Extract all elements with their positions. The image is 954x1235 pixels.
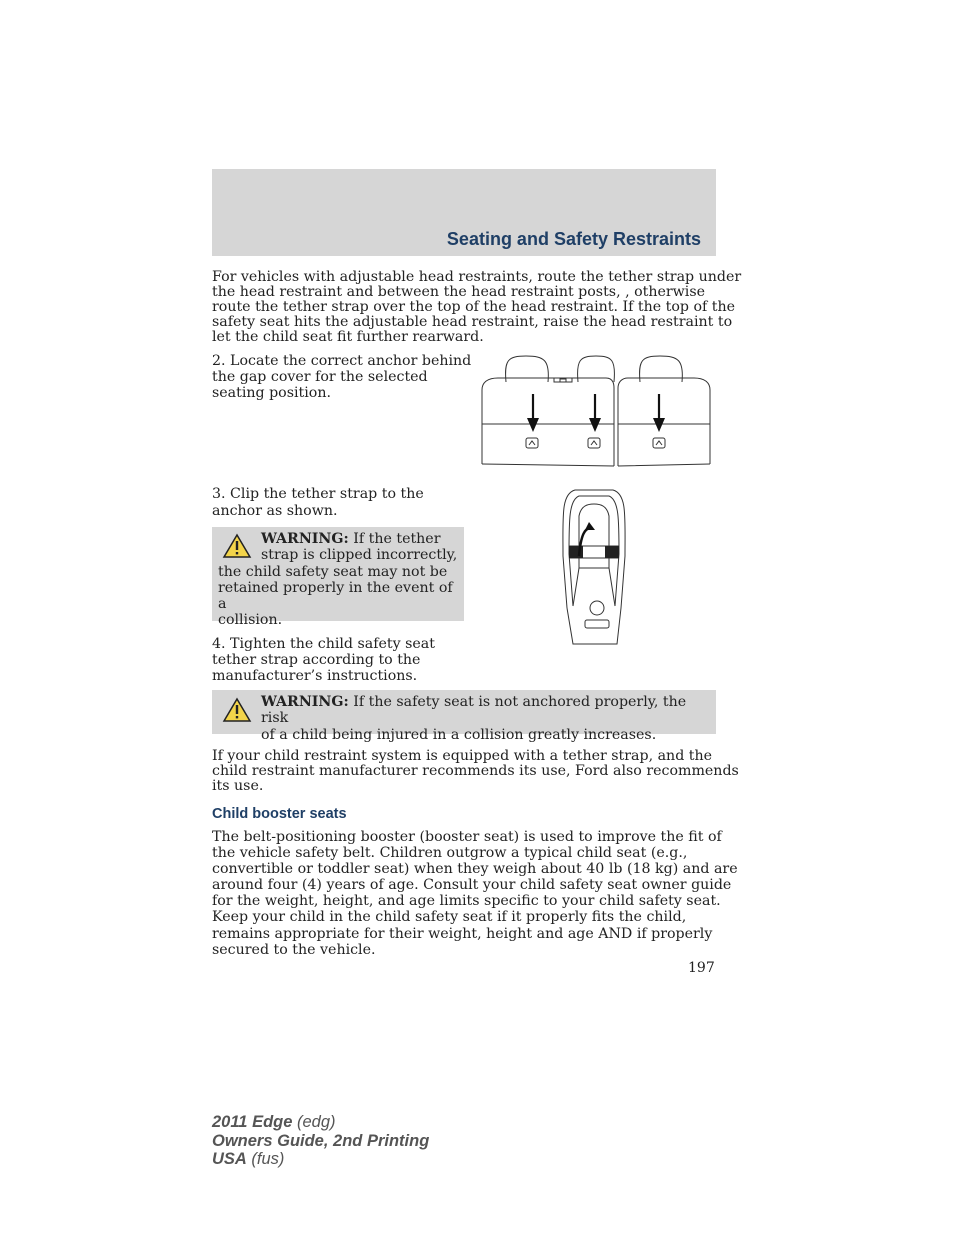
text-line: 3. Clip the tether strap to the [212,486,424,502]
text-line: strap is clipped incorrectly, [261,547,458,564]
footer-guide-edition: Owners Guide, 2nd Printing [212,1131,430,1150]
rear-seat-anchor-illustration [478,352,716,472]
footer-model: 2011 Edge [212,1113,293,1131]
text-line: the vehicle safety belt. Children outgrow a typical child seat (e.g., [212,845,688,862]
document-footer [212,1113,429,1169]
step-3-text [212,486,424,519]
text-line: the gap cover for the selected [212,369,428,385]
tether-clip-illustration [555,486,633,648]
text-line: of a child being injured in a collision greatly increases. [261,726,657,743]
step-2-text [212,353,471,401]
text-line: the child safety seat may not be [218,563,448,580]
text-line: collision. [218,612,283,629]
warning-box-tether-clip [212,527,464,629]
text-line: its use. [212,778,264,794]
text-line: If the safety seat is not anchored properly, the risk [261,694,687,727]
footer-model-code: (edg) [292,1113,336,1131]
text-line: for the weight, height, and age limits specific to your child safety seat. [212,893,721,910]
warning-label: WARNING: [261,694,349,710]
text-line: The belt-positioning booster (booster seat) is used to improve the fit of [212,829,722,845]
intro-paragraph [212,270,741,345]
step-4-text [212,636,435,684]
section-title: Seating and Safety Restraints [446,229,701,249]
text-line: child restraint manufacturer recommends its use, Ford also recommends [212,763,739,779]
text-line: remains appropriate for their weight, height and age AND if properly [212,925,713,942]
warning-label: WARNING: [261,531,349,547]
tether-recommendation-paragraph [212,749,739,794]
warning-1-text [218,531,462,629]
text-line: Keep your child in the child safety seat if it properly fits the child, [212,909,687,926]
text-line: safety seat hits the adjustable head restraint, raise the head restraint to [212,314,733,330]
warning-triangle-icon [222,697,252,723]
page-number: 197 [688,960,715,976]
booster-seats-heading: Child booster seats [212,806,347,822]
text-line: If the tether [348,531,441,547]
text-line: convertible or toddler seat) when they weigh about 40 lb (18 kg) and are [212,861,738,878]
footer-market-code: (fus) [246,1150,285,1168]
text-line: let the child seat fit further rearward. [212,329,484,345]
text-line: 2. Locate the correct anchor behind [212,353,472,369]
text-line: manufacturer’s instructions. [212,668,418,684]
text-line: retained properly in the event of a [218,579,453,613]
text-line: tether strap according to the [212,652,421,668]
text-line: 4. Tighten the child safety seat [212,636,435,652]
text-line: around four (4) years of age. Consult your child safety seat owner guide [212,877,732,894]
text-line: route the tether strap over the top of the head restraint. If the top of the [212,299,735,315]
text-line: the head restraint and between the head restraint posts, , otherwise [212,284,706,300]
text-line: anchor as shown. [212,502,338,519]
text-line: If your child restraint system is equipped with a tether strap, and the [212,748,713,764]
text-line: seating position. [212,385,331,401]
footer-market: USA [212,1150,247,1168]
section-header-band [212,169,716,256]
warning-2-text [261,694,713,743]
text-line: secured to the vehicle. [212,941,376,958]
warning-box-anchoring [212,690,716,743]
booster-paragraph [212,829,738,958]
text-line: For vehicles with adjustable head restraints, route the tether strap under [212,269,742,285]
